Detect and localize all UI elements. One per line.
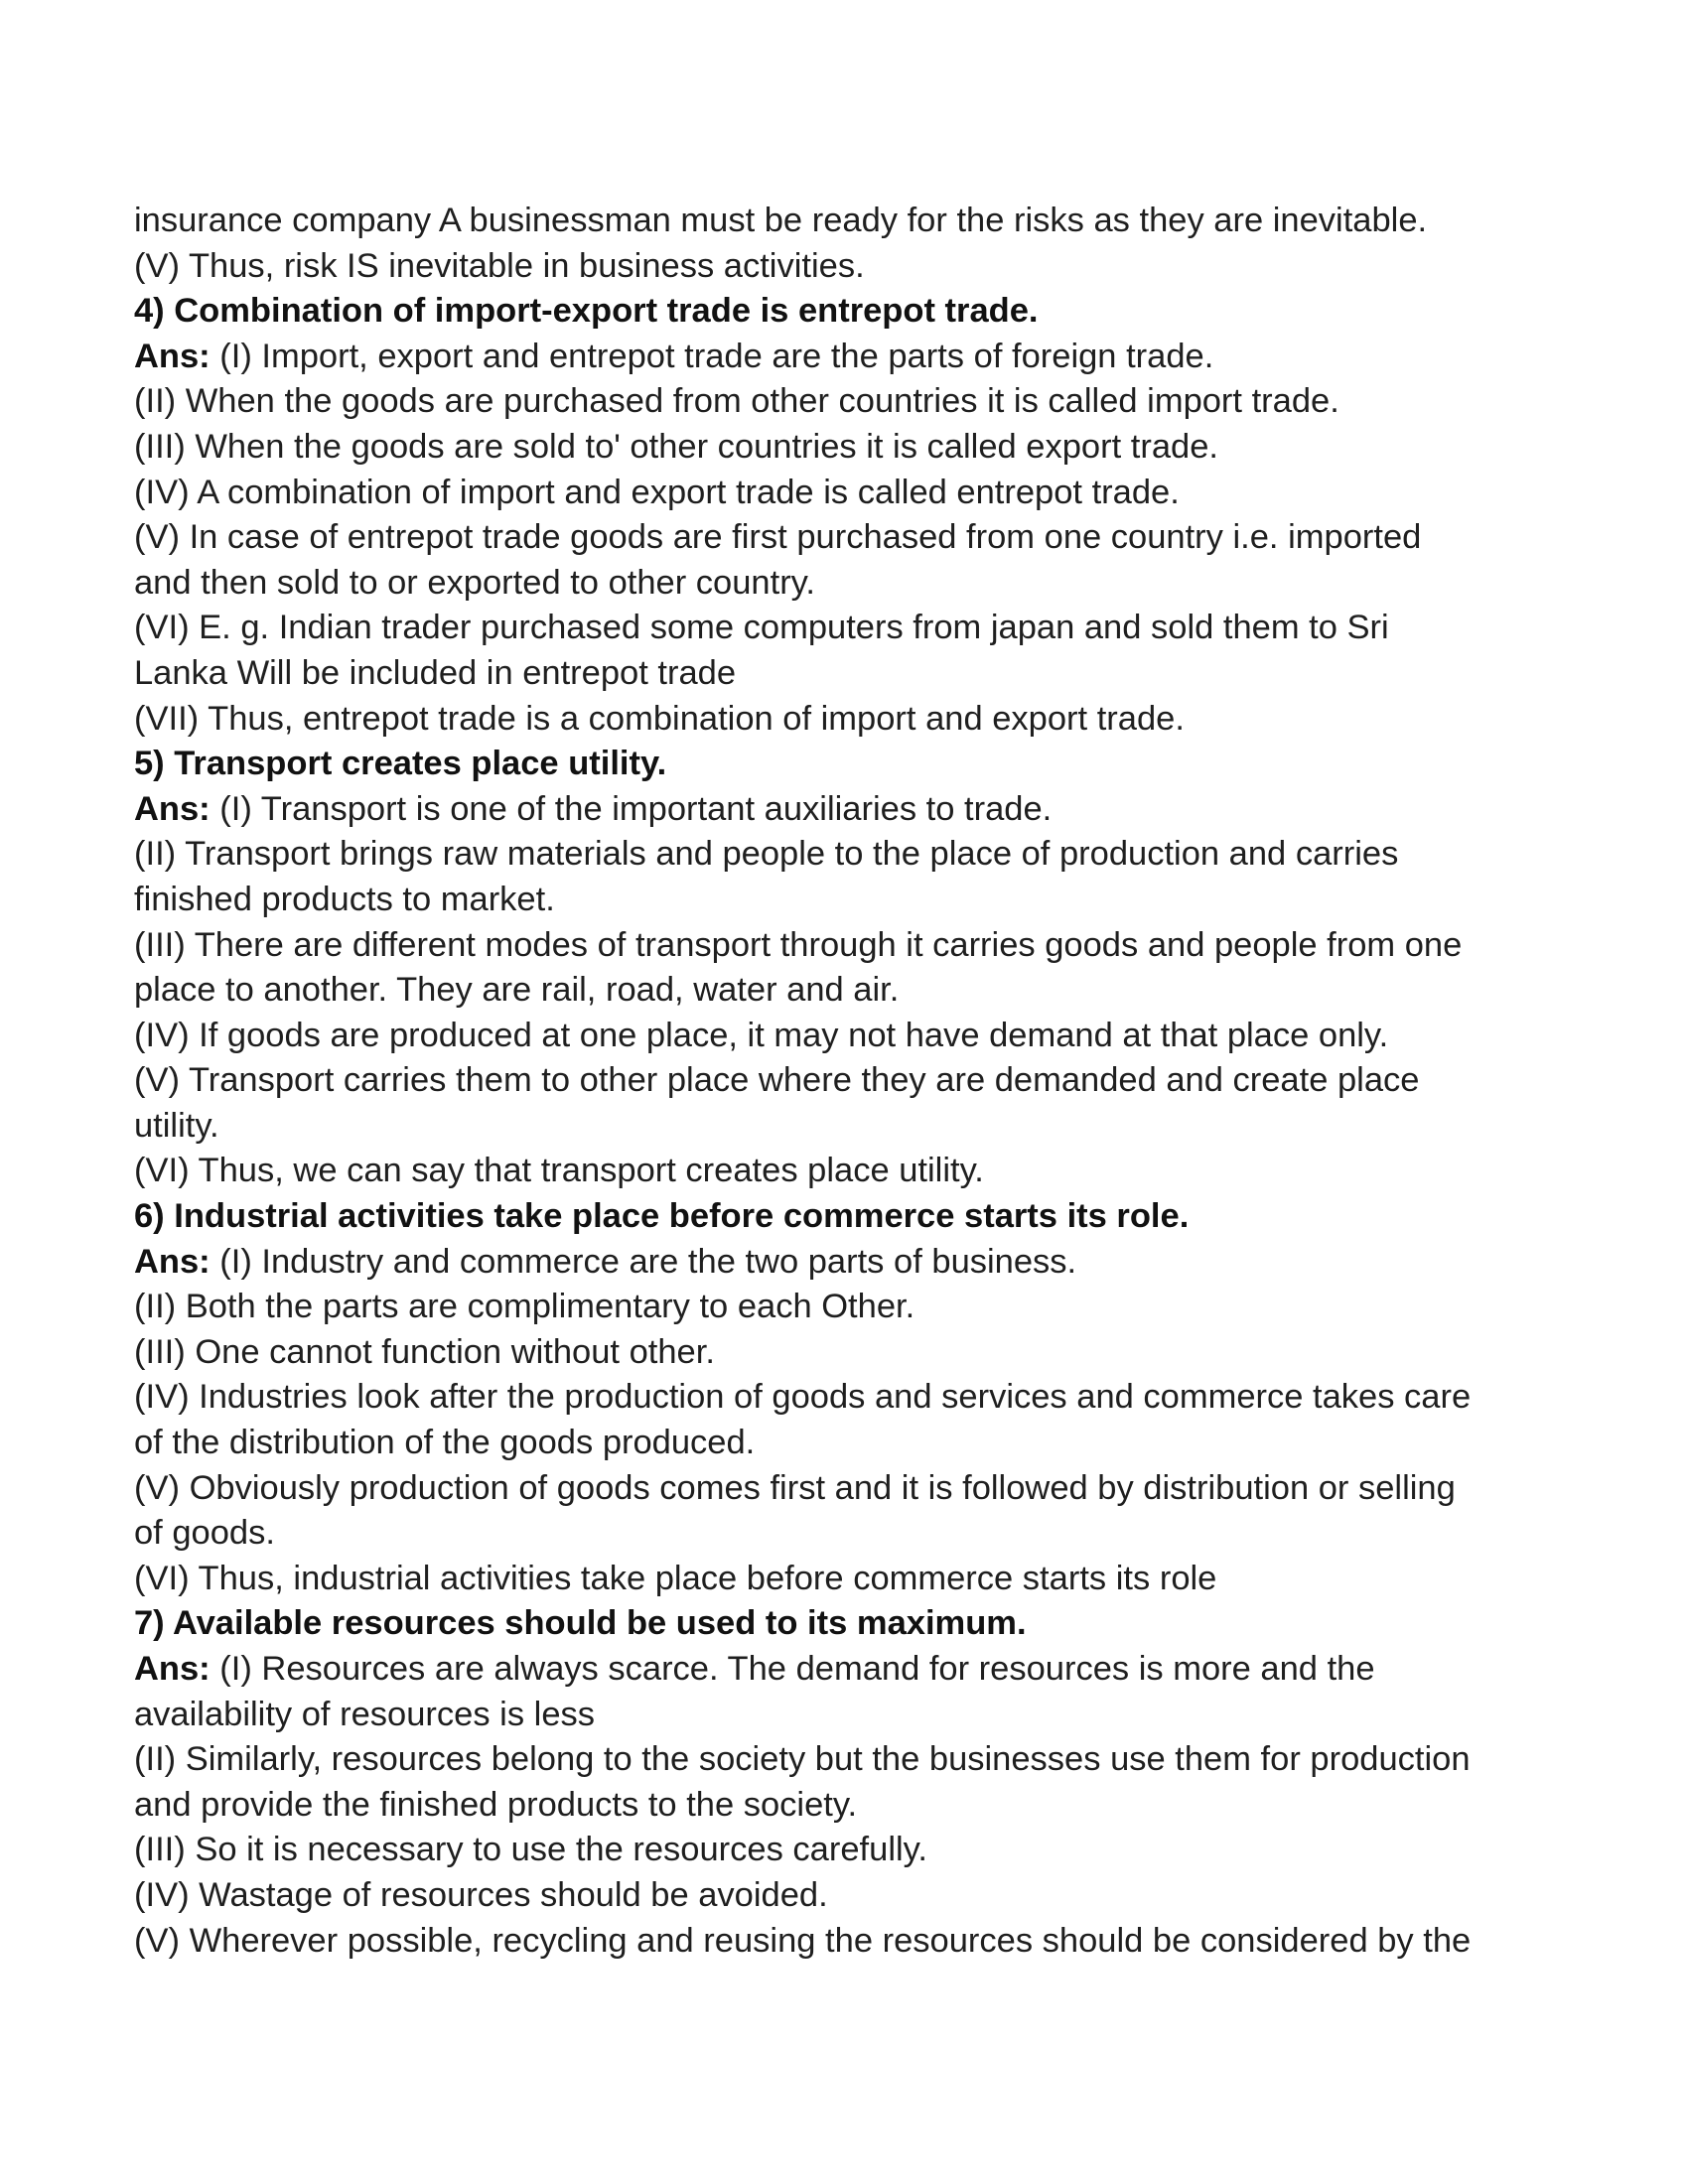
answer-label: Ans: — [134, 1242, 211, 1281]
body-text-line: (II) Transport brings raw materials and people to the place of production and carries — [134, 835, 1399, 874]
body-text-line: (IV) Industries look after the production of goods and services and commerce takes care — [134, 1378, 1472, 1417]
body-text-line: place to another. They are rail, road, water and air. — [134, 971, 900, 1010]
body-text-line: (IV) Wastage of resources should be avoided. — [134, 1875, 828, 1914]
body-text-line: (V) In case of entrepot trade goods are first purchased from one country i.e. imported — [134, 518, 1422, 557]
body-text-line: (VI) Thus, we can say that transport creates place utility. — [134, 1152, 984, 1190]
body-text-line: (VII) Thus, entrepot trade is a combination of import and export trade. — [134, 699, 1185, 738]
body-text-line: insurance company A businessman must be ready for the risks as they are inevitable. — [134, 202, 1428, 239]
answer-text: (I) Industry and commerce are the two parts of business. — [210, 1242, 1077, 1281]
body-text-line: (VI) E. g. Indian trader purchased some computers from japan and sold them to Sri — [134, 609, 1389, 647]
body-text-line: (VI) Thus, industrial activities take place before commerce starts its role — [134, 1559, 1217, 1597]
question-heading: 6) Industrial activities take place before commerce starts its role. — [134, 1197, 1190, 1236]
body-text-line: (II) Both the parts are complimentary to each Other. — [134, 1288, 915, 1326]
answer-line — [134, 1240, 1564, 1286]
answer-text: (I) Transport is one of the important auxiliaries to trade. — [210, 789, 1053, 828]
document-page — [134, 199, 1564, 1964]
body-text-line: (II) Similarly, resources belong to the society but the businesses use them for production — [134, 1740, 1471, 1779]
answer-line — [134, 335, 1564, 380]
question-heading: 4) Combination of import-export trade is entrepot trade. — [134, 292, 1039, 331]
answer-label: Ans: — [134, 789, 211, 828]
body-text-line: and provide the finished products to the society. — [134, 1785, 858, 1824]
body-text-line: (III) So it is necessary to use the resources carefully. — [134, 1831, 927, 1869]
body-text-line: (V) Thus, risk IS inevitable in business activities. — [134, 246, 865, 285]
answer-label: Ans: — [134, 1650, 211, 1688]
body-text-line: (III) When the goods are sold to' other countries it is called export trade. — [134, 427, 1218, 466]
body-text-line: (IV) If goods are produced at one place, it may not have demand at that place only. — [134, 1016, 1389, 1054]
body-text-line: and then sold to or exported to other country. — [134, 563, 815, 602]
body-text-line: (V) Wherever possible, recycling and reusing the resources should be considered by the — [134, 1921, 1472, 1960]
body-text-line: (II) When the goods are purchased from other countries it is called import trade. — [134, 382, 1339, 421]
body-text-line: (V) Obviously production of goods comes first and it is followed by distribution or selling — [134, 1468, 1456, 1507]
body-text-line: Lanka Will be included in entrepot trade — [134, 653, 737, 692]
body-text-line: (III) There are different modes of transport through it carries goods and people from one — [134, 925, 1463, 964]
body-text-line: (V) Transport carries them to other place where they are demanded and create place — [134, 1061, 1420, 1100]
answer-line — [134, 1647, 1564, 1693]
body-text-line: of goods. — [134, 1514, 275, 1553]
body-text-line: finished products to market. — [134, 880, 555, 918]
answer-line — [134, 787, 1564, 833]
question-heading: 5) Transport creates place utility. — [134, 745, 667, 783]
body-text-line: utility. — [134, 1106, 219, 1145]
body-text-line: (III) One cannot function without other. — [134, 1332, 715, 1371]
question-heading: 7) Available resources should be used to its maximum. — [134, 1604, 1027, 1643]
body-text-line: of the distribution of the goods produced. — [134, 1424, 756, 1462]
answer-text: (I) Import, export and entrepot trade are the parts of foreign trade. — [210, 337, 1214, 375]
body-text-line: (IV) A combination of import and export trade is called entrepot trade. — [134, 473, 1180, 511]
answer-label: Ans: — [134, 337, 211, 375]
answer-text: (I) Resources are always scarce. The demand for resources is more and the — [210, 1650, 1375, 1688]
body-text-line: availability of resources is less — [134, 1695, 596, 1733]
